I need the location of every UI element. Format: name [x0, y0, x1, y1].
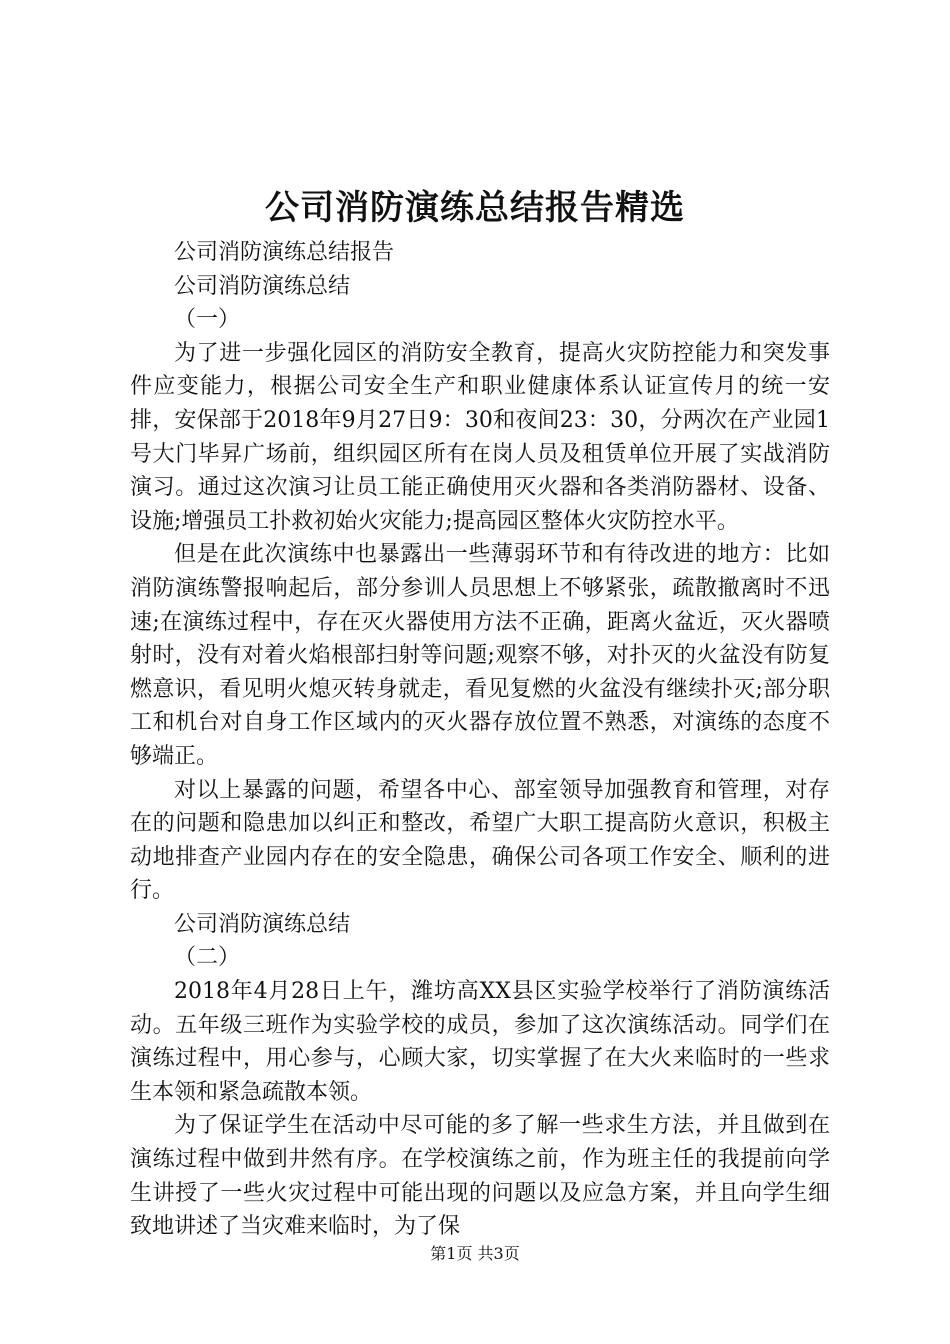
body-paragraph: 为了保证学生在活动中尽可能的多了解一些求生方法，并且做到在演练过程中做到井然有序。在学校演练之前，作为班主任的我提前向学生讲授了一些火灾过程中可能出现的问题以及应急方案，并且向学生细致地讲述了当灾难来临时，为了保	[130, 1113, 830, 1240]
document-body	[130, 236, 830, 1244]
subtitle-summary-1: 公司消防演练总结	[174, 273, 351, 299]
section-marker-2: （二）	[174, 945, 241, 971]
body-paragraph: 2018年4月28日上午，潍坊高XX县区实验学校举行了消防演练活动。五年级三班作为实验学校的成员，参加了这次演练活动。同学们在演练过程中，用心参与，心顾大家，切实掌握了在大火来临时的一些求生本领和紧急疏散本领。	[130, 979, 830, 1105]
body-paragraph: 但是在此次演练中也暴露出一些薄弱环节和有待改进的地方：比如消防演练警报响起后，部分参训人员思想上不够紧张，疏散撤离时不迅速;在演练过程中，存在灭火器使用方法不正确，距离火盆近，灭火器喷射时，没有对着火焰根部扫射等问题;观察不够，对扑灭的火盆没有防复燃意识，看见明火熄灭转身就走，看见复燃的火盆没有继续扑灭;部分职工和机台对自身工作区域内的灭火器存放位置不熟悉，对演练的态度不够端正。	[130, 542, 830, 769]
body-paragraph: 对以上暴露的问题，希望各中心、部室领导加强教育和管理，对存在的问题和隐患加以纠正和整改，希望广大职工提高防火意识，积极主动地排查产业园内存在的安全隐患，确保公司各项工作安全、顺利的进行。	[130, 777, 830, 904]
body-paragraph: 为了进一步强化园区的消防安全教育，提高火灾防控能力和突发事件应变能力，根据公司安全生产和职业健康体系认证宣传月的统一安排，安保部于2018年9月27日9：30和夜间23：30，分两次在产业园1号大门毕昇广场前，组织园区所有在岗人员及租赁单位开展了实战消防演习。通过这次演习让员工能正确使用灭火器和各类消防器材、设备、设施;增强员工扑救初始火灾能力;提高园区整体火灾防控水平。	[130, 340, 830, 534]
subtitle-report: 公司消防演练总结报告	[174, 240, 395, 265]
document-title: 公司消防演练总结报告精选	[265, 188, 685, 228]
section-marker-1: （一）	[174, 307, 241, 333]
subtitle-summary-2: 公司消防演练总结	[174, 911, 351, 937]
page-number-footer: 第1页 共3页	[430, 1244, 520, 1263]
